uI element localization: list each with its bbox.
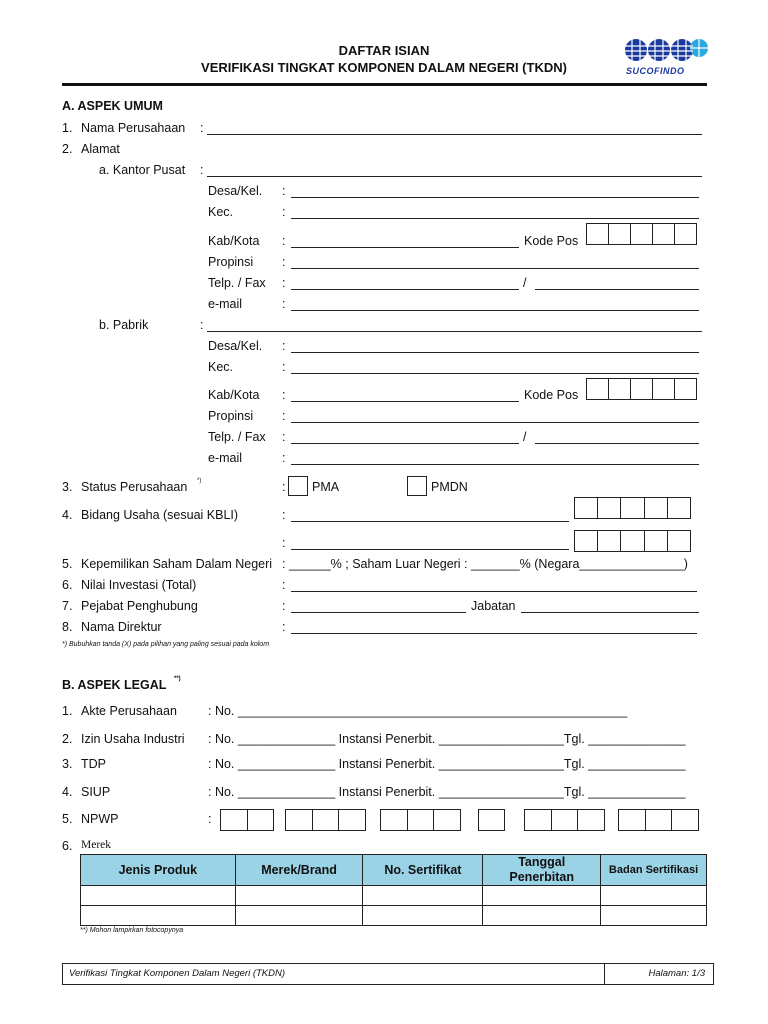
kp-fax-field[interactable] xyxy=(535,289,699,290)
nilai-investasi-label: Nilai Investasi (Total) xyxy=(81,578,197,592)
izin-usaha-label: Izin Usaha Industri xyxy=(81,732,185,746)
kp-propinsi-field[interactable] xyxy=(291,268,699,269)
section-a-heading: A. ASPEK UMUM xyxy=(62,99,163,113)
header-tanggal-penerbitan: Tanggal Penerbitan xyxy=(483,855,601,886)
field-number: 1. xyxy=(62,121,73,135)
siup-label: SIUP xyxy=(81,785,111,799)
colon: : xyxy=(282,276,286,290)
footnote-a: *) Bubuhkan tanda (X) pada pilihan yang paling sesuai pada kolom xyxy=(62,641,270,648)
npwp-boxes-1[interactable] xyxy=(220,809,274,831)
npwp-boxes-6[interactable] xyxy=(618,809,699,831)
kab-label: Kab/Kota xyxy=(208,234,260,248)
propinsi-label: Propinsi xyxy=(208,255,254,269)
table-header-row xyxy=(81,855,707,886)
form-subtitle: VERIFIKASI TINGKAT KOMPONEN DALAM NEGERI (TKDN) xyxy=(201,60,567,75)
footnote-mark: **) xyxy=(174,676,181,682)
field-number: 8. xyxy=(62,620,73,634)
colon: : xyxy=(282,578,286,592)
siup-fields[interactable]: : No. ______________ Instansi Penerbit. __________________Tgl. ______________ xyxy=(208,785,686,799)
field-number: 2. xyxy=(62,142,73,156)
colon: : xyxy=(282,297,286,311)
colon: : xyxy=(208,812,212,826)
colon: : xyxy=(282,234,286,248)
telp-label: Telp. / Fax xyxy=(208,430,266,444)
colon: : xyxy=(282,360,286,374)
desa-label: Desa/Kel. xyxy=(208,339,263,353)
nama-perusahaan-field[interactable] xyxy=(207,134,702,135)
pb-telp-field[interactable] xyxy=(291,443,519,444)
akte-perusahaan-label: Akte Perusahaan xyxy=(81,704,177,718)
alamat-label: Alamat xyxy=(81,142,120,156)
pb-email-field[interactable] xyxy=(291,464,699,465)
colon: : xyxy=(282,536,286,550)
merek-label: Merek xyxy=(81,839,112,851)
colon: : xyxy=(282,409,286,423)
pb-kec-field[interactable] xyxy=(291,373,699,374)
sucofindo-logo xyxy=(622,32,710,80)
npwp-boxes-3[interactable] xyxy=(380,809,461,831)
pabrik-label: b. Pabrik xyxy=(99,318,149,332)
kp-kode-pos-boxes[interactable] xyxy=(586,223,697,245)
kantor-pusat-field[interactable] xyxy=(207,176,702,177)
jabatan-label: Jabatan xyxy=(471,599,516,613)
slash: / xyxy=(523,430,527,444)
field-number: 3. xyxy=(62,480,73,494)
colon: : xyxy=(282,339,286,353)
colon: : xyxy=(282,620,286,634)
kp-telp-field[interactable] xyxy=(291,289,519,290)
colon: : xyxy=(200,318,204,332)
slash: / xyxy=(523,276,527,290)
field-number: 5. xyxy=(62,812,73,826)
merek-table xyxy=(80,854,707,926)
footnote-mark: *) xyxy=(197,478,202,484)
nama-direktur-label: Nama Direktur xyxy=(81,620,162,634)
header-rule xyxy=(62,83,707,86)
bidang-usaha-label: Bidang Usaha (sesuai KBLI) xyxy=(81,508,239,522)
pejabat-field[interactable] xyxy=(291,612,466,613)
nama-perusahaan-label: Nama Perusahaan xyxy=(81,121,186,135)
colon: : xyxy=(200,163,204,177)
colon: : xyxy=(200,121,204,135)
nama-direktur-field[interactable] xyxy=(291,633,697,634)
header-jenis-produk: Jenis Produk xyxy=(81,855,236,886)
kepemilikan-saham-label: Kepemilikan Saham Dalam Negeri xyxy=(81,557,273,571)
colon: : xyxy=(282,508,286,522)
colon: : xyxy=(282,451,286,465)
form-title: DAFTAR ISIAN xyxy=(338,43,430,58)
kode-pos-label: Kode Pos xyxy=(524,388,579,402)
header-no-sertifikat: No. Sertifikat xyxy=(363,855,483,886)
npwp-boxes-2[interactable] xyxy=(285,809,366,831)
footer-page-number: Halaman: 1/3 xyxy=(648,968,705,979)
kp-kab-field[interactable] xyxy=(291,247,519,248)
email-label: e-mail xyxy=(208,451,243,465)
kec-label: Kec. xyxy=(208,205,234,219)
pb-kab-field[interactable] xyxy=(291,401,519,402)
kp-kec-field[interactable] xyxy=(291,218,699,219)
izin-usaha-fields[interactable]: : No. ______________ Instansi Penerbit. __________________Tgl. ______________ xyxy=(208,732,686,746)
colon: : xyxy=(282,205,286,219)
footer-doc-title: Verifikasi Tingkat Komponen Dalam Negeri (TKDN) xyxy=(63,964,605,984)
header-badan-sertifikasi: Badan Sertifikasi xyxy=(601,855,707,886)
kode-pos-label: Kode Pos xyxy=(524,234,579,248)
email-label: e-mail xyxy=(208,297,243,311)
desa-label: Desa/Kel. xyxy=(208,184,263,198)
field-number: 2. xyxy=(62,732,73,746)
field-number: 7. xyxy=(62,599,73,613)
akte-no-field[interactable]: : No. ________________________________________________________ xyxy=(208,704,628,718)
colon: : xyxy=(282,430,286,444)
field-number: 1. xyxy=(62,704,73,718)
npwp-label: NPWP xyxy=(81,812,119,826)
pma-checkbox[interactable] xyxy=(288,476,308,496)
tdp-label: TDP xyxy=(81,757,106,771)
propinsi-label: Propinsi xyxy=(208,409,254,423)
npwp-boxes-4[interactable] xyxy=(478,809,505,831)
pb-fax-field[interactable] xyxy=(535,443,699,444)
pb-propinsi-field[interactable] xyxy=(291,422,699,423)
field-number: 3. xyxy=(62,757,73,771)
colon: : xyxy=(282,599,286,613)
logo-text: SUCOFINDO xyxy=(626,66,685,76)
field-number: 4. xyxy=(62,508,73,522)
bidang-usaha-field-2[interactable] xyxy=(291,549,569,550)
pb-desa-field[interactable] xyxy=(291,352,699,353)
bidang-usaha-field[interactable] xyxy=(291,521,569,522)
field-number: 6. xyxy=(62,578,73,592)
nilai-investasi-field[interactable] xyxy=(291,591,697,592)
kab-label: Kab/Kota xyxy=(208,388,260,402)
pmdn-label: PMDN xyxy=(431,480,468,494)
pb-kode-pos-boxes[interactable] xyxy=(586,378,697,400)
page-footer xyxy=(62,963,714,985)
pejabat-penghubung-label: Pejabat Penghubung xyxy=(81,599,198,613)
kepemilikan-saham-fields[interactable]: : ______% ; Saham Luar Negeri : _______% (Negara_______________) xyxy=(282,557,688,571)
colon: : xyxy=(282,184,286,198)
footnote-b: **) Mohon lampirkan fotocopynya xyxy=(80,927,184,934)
kec-label: Kec. xyxy=(208,360,234,374)
colon: : xyxy=(282,480,286,494)
telp-label: Telp. / Fax xyxy=(208,276,266,290)
kantor-pusat-label: a. Kantor Pusat xyxy=(99,163,186,177)
field-number: 5. xyxy=(62,557,73,571)
field-number: 6. xyxy=(62,839,73,853)
colon: : xyxy=(282,388,286,402)
colon: : xyxy=(282,255,286,269)
kp-desa-field[interactable] xyxy=(291,197,699,198)
table-row[interactable] xyxy=(81,886,707,906)
pmdn-checkbox[interactable] xyxy=(407,476,427,496)
status-perusahaan-label: Status Perusahaan xyxy=(81,480,188,494)
header-merek-brand: Merek/Brand xyxy=(235,855,363,886)
section-b-heading: B. ASPEK LEGAL xyxy=(62,678,167,692)
table-row[interactable] xyxy=(81,906,707,926)
kbli-code-boxes[interactable] xyxy=(574,497,691,519)
pma-label: PMA xyxy=(312,480,340,494)
npwp-boxes-5[interactable] xyxy=(524,809,605,831)
pabrik-field[interactable] xyxy=(207,331,702,332)
kp-email-field[interactable] xyxy=(291,310,699,311)
field-number: 4. xyxy=(62,785,73,799)
jabatan-field[interactable] xyxy=(521,612,699,613)
kbli-code-boxes-2[interactable] xyxy=(574,530,691,552)
tdp-fields[interactable]: : No. ______________ Instansi Penerbit. __________________Tgl. ______________ xyxy=(208,757,686,771)
